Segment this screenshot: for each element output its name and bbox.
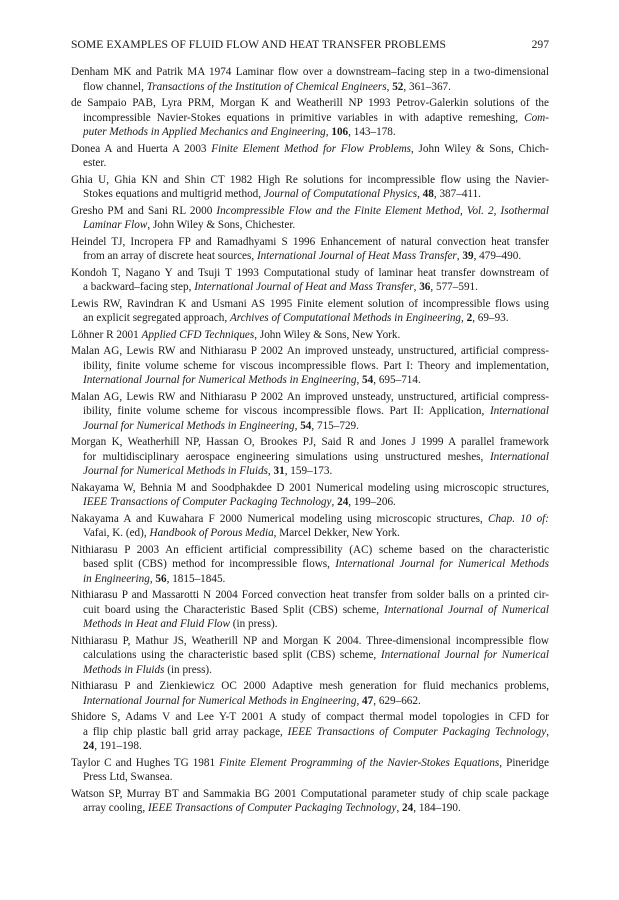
reference-text: ibility, finite volume scheme for viscous incompressible flows. Part I: Theory and implementation,: [83, 359, 549, 372]
reference-entry: [71, 435, 549, 479]
running-header: [71, 38, 549, 54]
reference-text: , 1815–1845.: [166, 572, 226, 585]
reference-text: , 184–190.: [413, 802, 461, 814]
reference-text: , 387–411.: [433, 188, 481, 200]
reference-title-italic: Transactions of the Institution of Chemical Engineers: [146, 80, 387, 93]
reference-text: , 159–173.: [284, 465, 333, 477]
reference-title-italic: Finite Element Method for Flow Problems: [211, 142, 411, 155]
reference-title-italic: Journal for Numerical Methods in Fluids: [83, 465, 268, 477]
reference-text: incompressible Navier-Stokes equations in primitive variables in with adaptive remeshing,: [83, 111, 525, 124]
reference-entry: [71, 390, 549, 434]
reference-text: Nakayama A and Kuwahara F 2000 Numerical modeling using microscopic structures,: [71, 512, 488, 525]
reference-line: [71, 481, 549, 496]
reference-line: [71, 603, 549, 618]
reference-text: Löhner R 2001: [71, 328, 142, 341]
reference-text: Ghia U, Ghia KN and Shin CT 1982 High Re solutions for incompressible flow using the Navier-: [71, 173, 549, 186]
reference-title-italic: International: [489, 405, 549, 417]
reference-line: [71, 557, 549, 572]
reference-text: , Marcel Dekker, New York.: [273, 527, 400, 539]
reference-text: ,: [356, 374, 363, 386]
reference-text: a flip chip plastic ball grid array package,: [83, 725, 288, 738]
reference-line: [71, 679, 549, 694]
reference-text: array cooling,: [83, 802, 148, 814]
reference-text: ,: [325, 126, 332, 138]
reference-text: ibility, finite volume scheme for viscous incompressible flows. Part II: Application,: [83, 405, 490, 417]
reference-line: [71, 787, 549, 802]
reference-text: , 143–178.: [348, 126, 396, 138]
reference-text: Heindel TJ, Incropera FP and Ramadhyami S 1996 Enhancement of natural convection heat transfer: [71, 235, 549, 248]
reference-line: [71, 235, 549, 250]
reference-text: flow channel,: [83, 80, 147, 93]
reference-text: ,: [386, 80, 393, 93]
reference-text: , John Wiley & Sons, Chichester.: [147, 219, 296, 231]
reference-text: Donea A and Huerta A 2003: [71, 142, 212, 155]
reference-text: (in press).: [229, 618, 278, 630]
reference-entry: [71, 65, 549, 94]
reference-entry: [71, 588, 549, 632]
reference-text: Nakayama W, Behnia M and Soodphakdee D 2001 Numerical modeling using microscopic structures,: [71, 481, 549, 494]
reference-line: [71, 419, 549, 434]
reference-entry: [71, 142, 549, 171]
reference-line: [71, 80, 549, 95]
reference-line: [71, 218, 549, 233]
reference-line: [71, 435, 549, 450]
reference-line: [71, 512, 549, 527]
reference-text: , 199–206.: [348, 496, 396, 508]
reference-text: ester.: [83, 157, 107, 169]
reference-line: [71, 495, 549, 510]
reference-title-italic: Finite Element Programming of the Navier-Stokes Equations: [219, 756, 500, 769]
reference-title-italic: International Journal of Heat and Mass Transfer: [194, 281, 414, 293]
reference-line: [71, 96, 549, 111]
reference-title-italic: Methods in Heat and Fluid Flow: [83, 618, 230, 630]
running-header-title: SOME EXAMPLES OF FLUID FLOW AND HEAT TRANSFER PROBLEMS: [71, 38, 447, 51]
reference-volume: 24: [83, 740, 95, 752]
reference-line: [71, 725, 549, 740]
reference-text: , John Wiley & Sons, Chich-: [411, 142, 549, 155]
reference-title-italic: Chap. 10 of:: [488, 512, 550, 525]
reference-title-italic: International: [489, 450, 549, 463]
reference-text: ,: [267, 465, 274, 477]
reference-volume: 48: [422, 188, 434, 200]
reference-text: ,: [417, 188, 423, 200]
reference-volume: 47: [362, 694, 374, 707]
reference-line: [71, 359, 549, 374]
reference-entry: [71, 634, 549, 678]
reference-entry: [71, 96, 549, 140]
reference-text: Shidore S, Adams V and Lee Y-T 2001 A study of compact thermal model topologies in CFD for: [71, 711, 549, 723]
reference-volume: 24: [402, 802, 414, 814]
reference-line: [71, 404, 549, 419]
reference-title-italic: Journal of Computational Physics: [263, 188, 418, 200]
reference-line: [71, 249, 549, 264]
reference-title-italic: International Journal of Heat Mass Transfer: [256, 250, 457, 262]
reference-text: , 715–729.: [311, 419, 359, 432]
reference-text: a backward–facing step,: [83, 281, 195, 293]
page-number: 297: [531, 38, 549, 51]
reference-text: ,: [356, 694, 363, 707]
reference-line: [71, 572, 549, 587]
reference-line: [71, 187, 549, 202]
reference-volume: 54: [362, 374, 374, 386]
reference-text: calculations using the characteristic based split (CBS) scheme,: [83, 649, 381, 661]
reference-text: ,: [456, 250, 463, 262]
reference-line: [71, 65, 549, 80]
reference-entry: [71, 710, 549, 754]
reference-title-italic: International Journal for Numerical Methods: [335, 558, 549, 570]
reference-text: Kondoh T, Nagano Y and Tsuji T 1993 Computational study of laminar heat transfer downstream of: [71, 266, 549, 279]
reference-entry: [71, 173, 549, 202]
reference-line: [71, 756, 549, 771]
reference-line: [71, 663, 549, 678]
reference-line: [71, 710, 549, 725]
reference-line: [71, 543, 549, 558]
reference-text: ,: [396, 802, 403, 814]
reference-text: , 69–93.: [472, 312, 509, 324]
reference-text: Malan AG, Lewis RW and Nithiarasu P 2002 An improved unsteady, unstructured, artificial compress-: [71, 345, 549, 357]
reference-text: Denham MK and Patrik MA 1974 Laminar flow over a downstream–facing step in a two-dimensional: [71, 66, 549, 78]
reference-line: [71, 634, 549, 649]
reference-entry: [71, 328, 549, 343]
reference-text: Vafai, K. (ed),: [83, 527, 150, 539]
reference-volume: 36: [419, 281, 431, 293]
reference-text: cuit board using the Characteristic Based Split (CBS) scheme,: [83, 603, 385, 616]
reference-line: [71, 173, 549, 188]
reference-text: Lewis RW, Ravindran K and Usmani AS 1995 Finite element solution of incompressible flows using: [71, 297, 549, 310]
reference-title-italic: International Journal of Numerical: [384, 603, 549, 616]
reference-text: Gresho PM and Sani RL 2000: [71, 204, 217, 217]
reference-volume: 39: [462, 250, 474, 262]
reference-text: (in press).: [164, 663, 212, 676]
reference-line: [71, 204, 549, 219]
reference-text: , John Wiley & Sons, New York.: [254, 328, 401, 341]
reference-volume: 2: [466, 312, 473, 324]
reference-text: Nithiarasu P and Zienkiewicz OC 2000 Adaptive mesh generation for fluid mechanics problems,: [71, 680, 549, 692]
reference-line: [71, 156, 549, 171]
reference-entry: [71, 297, 549, 326]
reference-text: ,: [294, 419, 301, 432]
reference-text: Watson SP, Murray BT and Sammakia BG 2001 Computational parameter study of chip scale package: [71, 787, 549, 800]
reference-title-italic: Com-: [524, 111, 549, 124]
reference-text: based split (CBS) method for incompressible flows,: [83, 558, 336, 570]
reference-volume: 24: [337, 496, 349, 508]
reference-line: [71, 111, 549, 126]
reference-line: [71, 648, 549, 663]
reference-title-italic: IEEE Transactions of Computer Packaging Technology: [287, 725, 547, 738]
reference-title-italic: in Engineering: [83, 572, 150, 585]
reference-line: [71, 694, 549, 709]
reference-text: Morgan K, Weatherhill NP, Hassan O, Brookes PJ, Said R and Jones J 1999 A parallel framework: [71, 436, 549, 448]
reference-text: ,: [546, 725, 549, 738]
reference-line: [71, 142, 549, 157]
reference-text: , 191–198.: [94, 740, 142, 752]
reference-line: [71, 373, 549, 388]
reference-text: , 479–490.: [473, 250, 522, 262]
reference-line: [71, 297, 549, 312]
reference-volume: 54: [300, 419, 312, 432]
reference-text: Nithiarasu P 2003 An efficient artificial compressibility (AC) scheme based on the characteristic: [71, 543, 549, 556]
reference-entry: [71, 787, 549, 816]
reference-entry: [71, 266, 549, 295]
reference-title-italic: International Journal for Numerical Methods in Engineering: [83, 694, 357, 707]
reference-text: Malan AG, Lewis RW and Nithiarasu P 2002 An improved unsteady, unstructured, artificial compress-: [71, 390, 549, 403]
reference-entry: [71, 512, 549, 541]
reference-entry: [71, 235, 549, 264]
reference-text: an explicit segregated approach,: [83, 312, 230, 324]
reference-title-italic: Journal for Numerical Methods in Engineering: [83, 419, 295, 432]
reference-line: [71, 770, 549, 785]
reference-text: Nithiarasu P, Mathur JS, Weatherill NP and Morgan K 2004. Three-dimensional incompressible flow: [71, 634, 549, 647]
reference-line: [71, 311, 549, 326]
reference-title-italic: International Journal for Numerical Methods in Engineering: [83, 374, 357, 386]
reference-text: ,: [461, 312, 467, 324]
reference-entry: [71, 204, 549, 233]
reference-volume: 106: [331, 126, 349, 138]
reference-line: [71, 739, 549, 754]
reference-title-italic: puter Methods in Applied Mechanics and Engineering: [83, 126, 326, 138]
reference-text: ,: [413, 281, 420, 293]
reference-line: [71, 526, 549, 541]
reference-line: [71, 344, 549, 359]
reference-text: , 577–591.: [430, 281, 478, 293]
reference-text: Nithiarasu P and Massarotti N 2004 Forced convection heat transfer from solder balls on a printed cir-: [71, 589, 549, 601]
reference-line: [71, 617, 549, 632]
reference-title-italic: IEEE Transactions of Computer Packaging Technology: [147, 802, 397, 814]
reference-entry: [71, 543, 549, 587]
reference-list: [71, 65, 549, 818]
reference-entry: [71, 756, 549, 785]
reference-text: , Pineridge: [499, 756, 549, 769]
reference-title-italic: Applied CFD Techniques: [141, 328, 255, 341]
reference-title-italic: Handbook of Porous Media: [149, 527, 274, 539]
reference-text: de Sampaio PAB, Lyra PRM, Morgan K and Weatherill NP 1993 Petrov-Galerkin solutions of the: [71, 97, 549, 109]
reference-title-italic: International Journal for Numerical: [380, 649, 549, 661]
reference-text: Taylor C and Hughes TG 1981: [71, 756, 220, 769]
reference-title-italic: IEEE Transactions of Computer Packaging Technology: [83, 496, 332, 508]
reference-entry: [71, 344, 549, 388]
reference-text: , 695–714.: [373, 374, 421, 386]
reference-line: [71, 125, 549, 140]
reference-text: Press Ltd, Swansea.: [83, 771, 173, 783]
reference-volume: 56: [155, 572, 167, 585]
reference-line: [71, 390, 549, 405]
reference-title-italic: Laminar Flow: [83, 219, 148, 231]
reference-title-italic: Incompressible Flow and the Finite Element Method, Vol. 2, Isothermal: [216, 204, 550, 217]
reference-volume: 52: [392, 80, 404, 93]
reference-title-italic: Methods in Fluids: [83, 663, 165, 676]
reference-line: [71, 280, 549, 295]
reference-line: [71, 801, 549, 816]
reference-line: [71, 328, 549, 343]
reference-line: [71, 588, 549, 603]
reference-text: from an array of discrete heat sources,: [83, 250, 257, 262]
reference-text: , 361–367.: [403, 80, 451, 93]
reference-text: ,: [149, 572, 156, 585]
reference-entry: [71, 679, 549, 708]
reference-line: [71, 266, 549, 281]
reference-text: ,: [331, 496, 338, 508]
reference-text: , 629–662.: [373, 694, 421, 707]
reference-volume: 31: [273, 465, 285, 477]
reference-text: for multidisciplinary aerospace engineering simulations using unstructured meshes,: [83, 450, 490, 463]
reference-text: Stokes equations and multigrid method,: [83, 188, 264, 200]
reference-entry: [71, 481, 549, 510]
reference-line: [71, 464, 549, 479]
reference-title-italic: Archives of Computational Methods in Engineering: [229, 312, 462, 324]
reference-line: [71, 450, 549, 465]
